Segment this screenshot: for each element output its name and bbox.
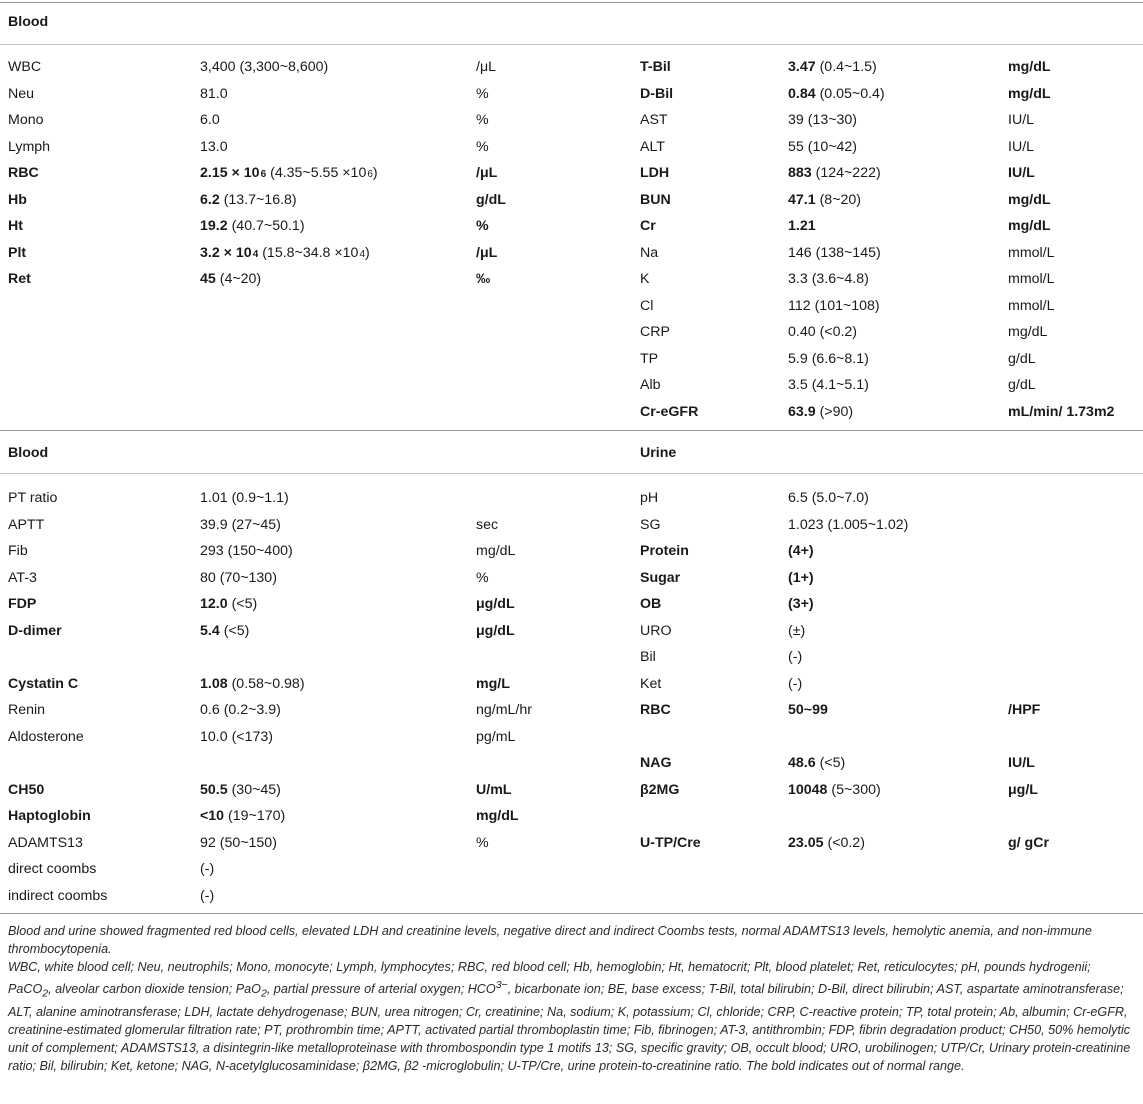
test-value: 12.0 (<5)	[200, 596, 258, 612]
test-name: PT ratio	[8, 490, 58, 506]
footnote-summary: Blood and urine showed fragmented red blood cells, elevated LDH and creatinine levels, negative direct and indirect Coombs tests, normal ADAMTS13 levels, hemolytic anemia, and non-immune thrombocytopenia.	[8, 924, 1092, 957]
test-unit: g/dL	[1008, 377, 1036, 393]
test-unit: μg/dL	[476, 596, 515, 612]
test-unit: mg/dL	[1008, 85, 1051, 102]
test-unit: mmol/L	[1008, 244, 1055, 261]
test-unit: g/ gCr	[1008, 834, 1049, 851]
test-name: CRP	[640, 324, 670, 340]
table-row	[0, 856, 1143, 882]
section-heading-blood: Blood	[8, 445, 49, 461]
test-value: 1.023 (1.005~1.02)	[788, 516, 909, 533]
test-name: D-Bil	[640, 85, 674, 102]
test-name: Na	[640, 244, 659, 261]
table-row	[0, 750, 1143, 776]
table-row	[0, 803, 1143, 829]
test-name: K	[640, 271, 650, 287]
test-name: Lymph	[8, 138, 51, 155]
test-unit: /μL	[476, 244, 498, 261]
test-value: (-)	[788, 675, 803, 692]
section-heading-blood: Blood	[8, 14, 49, 30]
test-name: CH50	[8, 781, 45, 798]
test-value: 112 (101~108)	[788, 297, 880, 314]
test-value: 1.21	[788, 218, 816, 234]
table-row	[0, 538, 1143, 564]
table-row	[0, 160, 1143, 186]
section-heading-urine: Urine	[640, 445, 677, 461]
test-value: 3.47 (0.4~1.5)	[788, 59, 877, 75]
test-name: ADAMTS13	[8, 834, 83, 851]
table-row	[0, 240, 1143, 266]
test-name: Protein	[640, 543, 689, 559]
test-value: 10048 (5~300)	[788, 781, 881, 798]
test-unit: μg/dL	[476, 622, 515, 639]
test-value: (±)	[788, 622, 806, 639]
test-name: AT-3	[8, 569, 37, 586]
test-unit: /HPF	[1008, 702, 1041, 718]
test-name: Cr	[640, 218, 656, 234]
test-value: 293 (150~400)	[200, 543, 293, 559]
test-value: 10.0 (<173)	[200, 728, 273, 745]
table-row	[0, 134, 1143, 160]
test-name: WBC	[8, 59, 42, 75]
table-row	[0, 830, 1143, 856]
table-row	[0, 54, 1143, 80]
test-name: OB	[640, 596, 662, 612]
table-row	[0, 618, 1143, 644]
test-name: U-TP/Cre	[640, 834, 701, 851]
test-name: Bil	[640, 649, 656, 665]
test-name: indirect coombs	[8, 887, 108, 904]
test-name: pH	[640, 490, 659, 506]
test-name: BUN	[640, 191, 671, 208]
test-value: 6.5 (5.0~7.0)	[788, 490, 869, 506]
test-value: 19.2 (40.7~50.1)	[200, 218, 305, 234]
test-name: RBC	[640, 702, 671, 718]
test-value: 45 (4~20)	[200, 271, 262, 287]
test-unit: mmol/L	[1008, 297, 1055, 314]
test-name: Ret	[8, 271, 31, 287]
test-unit: %	[476, 569, 489, 586]
test-name: T-Bil	[640, 59, 671, 75]
test-name: TP	[640, 350, 659, 367]
test-name: Renin	[8, 702, 46, 718]
test-value: 0.40 (<0.2)	[788, 324, 858, 340]
test-name: Mono	[8, 112, 44, 128]
table-row	[0, 213, 1143, 239]
test-value: 3.2 × 104 (15.8~34.8 ×104)	[200, 244, 370, 261]
test-value: 3,400 (3,300~8,600)	[200, 59, 329, 75]
test-value: 0.6 (0.2~3.9)	[200, 702, 281, 718]
test-value: 3.5 (4.1~5.1)	[788, 377, 869, 393]
test-value: (-)	[200, 861, 215, 877]
test-value: (-)	[200, 887, 215, 904]
test-name: APTT	[8, 516, 45, 533]
test-unit: mg/dL	[1008, 191, 1051, 208]
test-value: 47.1 (8~20)	[788, 191, 861, 208]
table-row	[0, 697, 1143, 723]
test-value: 50~99	[788, 702, 828, 718]
test-value: 883 (124~222)	[788, 165, 881, 181]
test-unit: ‰	[476, 271, 491, 287]
test-unit: /μL	[476, 59, 497, 75]
table-bottom-rule	[0, 913, 1143, 914]
table-row	[0, 671, 1143, 697]
test-unit: mg/dL	[1008, 59, 1051, 75]
test-name: Cystatin C	[8, 675, 79, 692]
table-row	[0, 293, 1143, 319]
header-rule-1	[0, 44, 1143, 45]
test-unit: mg/dL	[476, 808, 519, 824]
test-unit: μg/L	[1008, 781, 1038, 798]
test-unit: mL/min/ 1.73m2	[1008, 403, 1115, 420]
table-row	[0, 399, 1143, 425]
test-name: FDP	[8, 596, 37, 612]
test-unit: U/mL	[476, 781, 512, 798]
test-value: 55 (10~42)	[788, 138, 858, 155]
test-value: 39.9 (27~45)	[200, 516, 281, 533]
test-name: Fib	[8, 543, 28, 559]
test-unit: sec	[476, 516, 499, 533]
test-name: URO	[640, 622, 672, 639]
test-name: Cr-eGFR	[640, 403, 699, 420]
test-unit: mmol/L	[1008, 271, 1055, 287]
test-value: 39 (13~30)	[788, 112, 858, 128]
test-name: Sugar	[640, 569, 681, 586]
test-name: Ht	[8, 218, 23, 234]
table-row	[0, 107, 1143, 133]
table-row	[0, 319, 1143, 345]
test-value: 5.4 (<5)	[200, 622, 250, 639]
table-row	[0, 565, 1143, 591]
test-value: 50.5 (30~45)	[200, 781, 281, 798]
test-value: (1+)	[788, 569, 814, 586]
test-name: Haptoglobin	[8, 808, 91, 824]
test-unit: IU/L	[1008, 112, 1035, 128]
test-name: Cl	[640, 297, 654, 314]
test-value: 23.05 (<0.2)	[788, 834, 865, 851]
test-value: 63.9 (>90)	[788, 403, 854, 420]
test-name: Hb	[8, 191, 27, 208]
test-name: SG	[640, 516, 661, 533]
table-row	[0, 591, 1143, 617]
test-unit: pg/mL	[476, 728, 516, 745]
test-value: (4+)	[788, 543, 814, 559]
table-row	[0, 81, 1143, 107]
section-divider-rule	[0, 430, 1143, 431]
test-value: 146 (138~145)	[788, 244, 881, 261]
test-name: β2MG	[640, 781, 680, 798]
test-unit: mg/dL	[1008, 324, 1048, 340]
test-value: 1.01 (0.9~1.1)	[200, 490, 289, 506]
test-value: 3.3 (3.6~4.8)	[788, 271, 869, 287]
test-unit: mg/dL	[1008, 218, 1051, 234]
table-row	[0, 187, 1143, 213]
table-row	[0, 346, 1143, 372]
test-name: RBC	[8, 165, 39, 181]
test-name: LDH	[640, 165, 670, 181]
test-name: AST	[640, 112, 668, 128]
table-row	[0, 883, 1143, 909]
test-name: Neu	[8, 85, 35, 102]
test-value: 80 (70~130)	[200, 569, 277, 586]
test-name: D-dimer	[8, 622, 62, 639]
test-unit: /μL	[476, 165, 498, 181]
test-unit: %	[476, 218, 489, 234]
test-name: Aldosterone	[8, 728, 84, 745]
test-unit: %	[476, 834, 489, 851]
test-value: 6.0	[200, 112, 220, 128]
test-name: direct coombs	[8, 861, 97, 877]
test-value: <10 (19~170)	[200, 808, 286, 824]
test-value: (-)	[788, 649, 803, 665]
test-value: 48.6 (<5)	[788, 755, 846, 771]
test-unit: IU/L	[1008, 138, 1035, 155]
test-name: Plt	[8, 244, 27, 261]
test-unit: IU/L	[1008, 755, 1035, 771]
table-row	[0, 724, 1143, 750]
test-name: NAG	[640, 755, 672, 771]
test-value: 1.08 (0.58~0.98)	[200, 675, 305, 692]
table-row	[0, 372, 1143, 398]
table-row	[0, 266, 1143, 292]
table-row	[0, 644, 1143, 670]
test-value: (3+)	[788, 596, 814, 612]
test-unit: ng/mL/hr	[476, 702, 532, 718]
test-unit: %	[476, 138, 489, 155]
test-value: 92 (50~150)	[200, 834, 277, 851]
test-name: ALT	[640, 138, 665, 155]
header-rule-2	[0, 473, 1143, 474]
test-unit: %	[476, 85, 489, 102]
test-name: Alb	[640, 377, 661, 393]
table-row	[0, 485, 1143, 511]
footnote-abbreviations: WBC, white blood cell; Neu, neutrophils; Mono, monocyte; Lymph, lymphocytes; RBC, red blood cell; Hb, hemoglobin; Ht, hematocrit; Plt, blood platelet; Ret, reticulocytes; pH, pounds hydrogenii; PaCO$_2$, alveolar carbon dioxide tension; PaO$_2$, partial pressure of arterial oxygen; $HCO^{3-}$, bicarbonate ion; BE, base excess; T-Bil, total bilirubin; D-Bil, direct bilirubin; AST, aspartate aminotransferase; ALT, alanine aminotransferase; LDH, lactate dehydrogenase; BUN, urea nitrogen; Cr, creatinine; Na, sodium; K, potassium; Cl, chloride; CRP, C-reactive protein; TP, total protein; Ab, albumin; Cr-eGFR, creatinine-estimated glomerular filtration rate; PT, prothrombin time; APTT, activated partial thromboplastin time; Fib, fibrinogen; AT-3, antithrombin; FDP, fibrin degradation product; CH50, 50% hemolytic unit of complement; ADAMSTS13, a disintegrin-like metalloproteinase with thrombospondin type 1 motifs 13; SG, specific gravity; OB, occult blood; URO, urobilinogen; UTP/Cr, Urinary protein-creatinine ratio; Bil, bilirubin; Ket, ketone; NAG, N-acetylglucosaminidase; β2MG, β2 -microglobulin; U-TP/Cre, urine protein-to-creatinine ratio. The bold indicates out of normal range.	[8, 960, 1131, 1074]
test-value: 81.0	[200, 85, 228, 102]
test-unit: mg/dL	[476, 543, 516, 559]
test-value: 0.84 (0.05~0.4)	[788, 85, 885, 102]
test-unit: %	[476, 112, 489, 128]
table-footnote	[8, 922, 1136, 1075]
test-unit: mg/L	[476, 675, 510, 692]
test-unit: g/dL	[476, 191, 506, 208]
test-name: Ket	[640, 675, 662, 692]
test-unit: IU/L	[1008, 165, 1035, 181]
table-row	[0, 777, 1143, 803]
table-row	[0, 512, 1143, 538]
test-value: 13.0	[200, 138, 228, 155]
test-unit: g/dL	[1008, 350, 1036, 367]
test-value: 6.2 (13.7~16.8)	[200, 191, 297, 208]
table-top-rule	[0, 2, 1143, 3]
test-value: 5.9 (6.6~8.1)	[788, 350, 869, 367]
test-value: 2.15 × 106 (4.35~5.55 ×106)	[200, 165, 378, 181]
